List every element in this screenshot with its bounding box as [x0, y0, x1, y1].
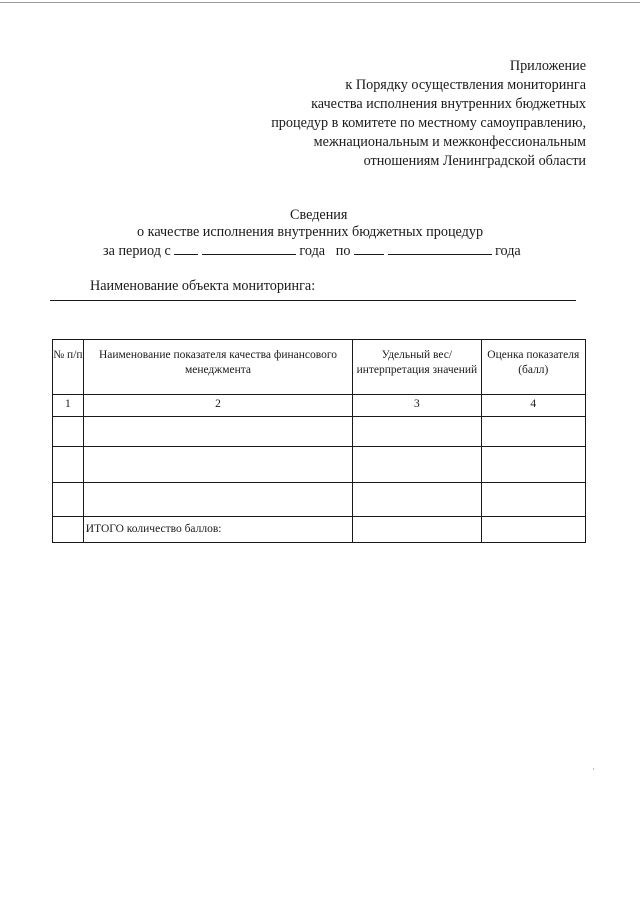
header-weight: Удельный вес/интерпретация значений	[353, 340, 481, 395]
column-number: 4	[481, 395, 585, 417]
column-number: 1	[53, 395, 84, 417]
column-number: 2	[83, 395, 352, 417]
table-cell[interactable]	[481, 483, 585, 517]
appendix-line: отношениям Ленинградской области	[363, 153, 586, 169]
table-cell[interactable]	[353, 417, 481, 447]
monitoring-object-label: Наименование объекта мониторинга:	[90, 278, 316, 294]
table-cell[interactable]	[353, 447, 481, 483]
appendix-line: Приложение	[509, 58, 586, 74]
page-top-edge	[0, 2, 640, 3]
report-title: Сведения	[290, 207, 348, 223]
total-label: ИТОГО количество баллов:	[83, 517, 352, 543]
table-cell[interactable]	[53, 417, 84, 447]
table-cell[interactable]	[53, 483, 84, 517]
appendix-line: к Порядку осуществления мониторинга	[345, 77, 586, 93]
table-row	[53, 447, 586, 483]
table-cell[interactable]	[83, 447, 352, 483]
indicators-table	[52, 339, 586, 543]
period-end-month-blank[interactable]	[388, 241, 492, 255]
appendix-line: межнациональным и межконфессиональным	[313, 134, 586, 150]
header-score: Оценка показателя (балл)	[481, 340, 585, 395]
appendix-header	[186, 57, 586, 171]
period-start-month-blank[interactable]	[202, 241, 296, 255]
total-weight-cell[interactable]	[353, 517, 481, 543]
column-number: 3	[353, 395, 481, 417]
header-indicator-name: Наименование показателя качества финансового менеджмента	[83, 340, 352, 395]
total-score-cell[interactable]	[481, 517, 585, 543]
period-to-word: по	[335, 243, 351, 259]
total-number-cell	[53, 517, 84, 543]
monitoring-object-field[interactable]	[50, 300, 576, 301]
total-row	[53, 517, 586, 543]
table-row	[53, 417, 586, 447]
period-end-day-blank[interactable]	[354, 241, 384, 255]
appendix-line: процедур в комитете по местному самоуправлению,	[271, 115, 586, 131]
appendix-line: качества исполнения внутренних бюджетных	[311, 96, 586, 112]
table-header-row	[53, 340, 586, 395]
table-cell[interactable]	[481, 447, 585, 483]
table-cell[interactable]	[353, 483, 481, 517]
report-subtitle: о качестве исполнения внутренних бюджетных процедур	[137, 224, 484, 240]
period-start-day-blank[interactable]	[174, 241, 198, 255]
scan-speck	[593, 768, 594, 770]
period-year-word-2: года	[495, 243, 521, 259]
table-cell[interactable]	[83, 483, 352, 517]
report-period	[103, 241, 521, 260]
table-cell[interactable]	[83, 417, 352, 447]
table-cell[interactable]	[53, 447, 84, 483]
header-number: № п/п	[53, 340, 84, 395]
period-prefix: за период с	[103, 243, 171, 259]
column-number-row	[53, 395, 586, 417]
table-row	[53, 483, 586, 517]
table-cell[interactable]	[481, 417, 585, 447]
period-year-word-1: года	[299, 243, 326, 259]
